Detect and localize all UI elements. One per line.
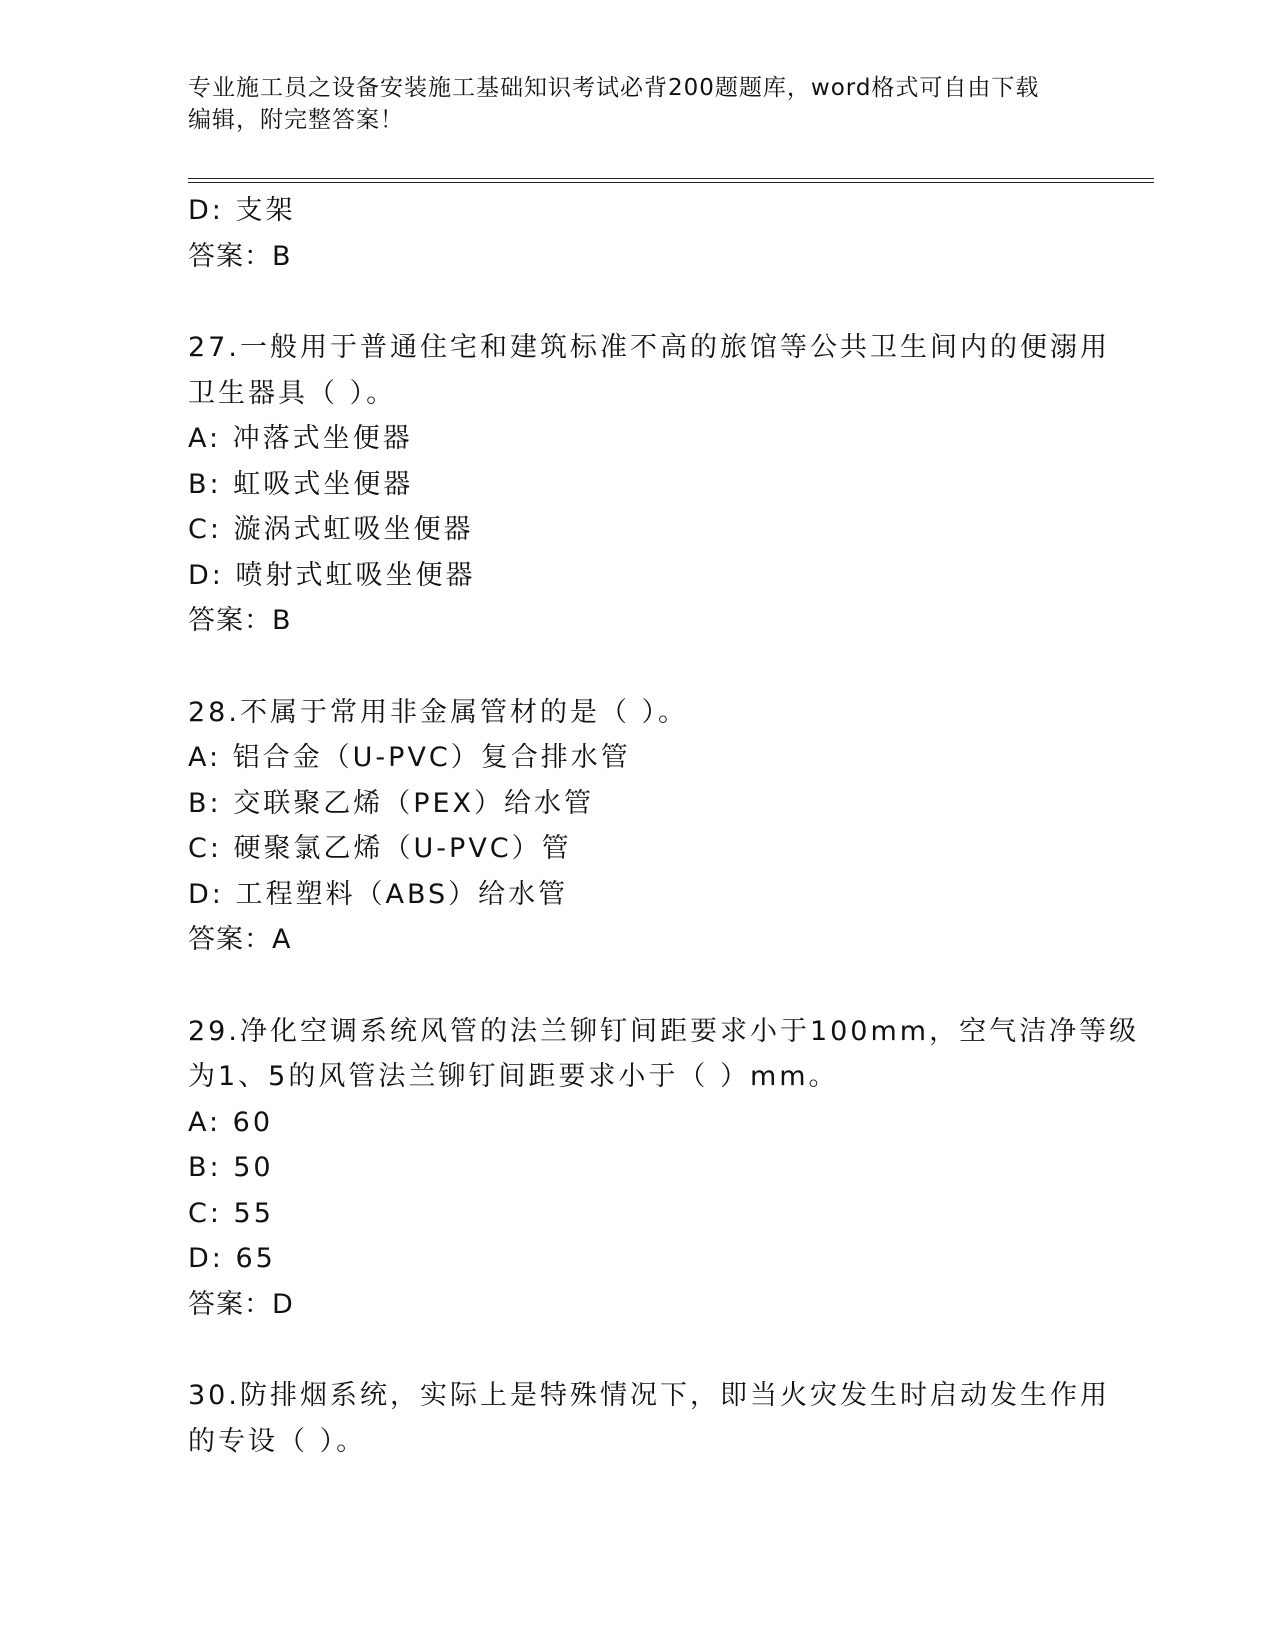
answer-line: 答案：D (188, 1288, 294, 1320)
answer-line: 答案：A (188, 924, 292, 955)
question-stem-line: 30.防排烟系统，实际上是特殊情况下，即当火灾发生时启动发生作用 (188, 1380, 1110, 1411)
document-header (188, 72, 1088, 136)
option-b: B: 交联聚乙烯（PEX）给水管 (188, 787, 595, 819)
previous-question-tail (188, 188, 1088, 279)
header-rule-top (188, 178, 1154, 179)
question-content (188, 188, 1140, 1464)
question-stem-line: 27.一般用于普通住宅和建筑标准不高的旅馆等公共卫生间内的便溺用 (188, 332, 1110, 363)
header-rule-bottom (188, 182, 1154, 183)
header-title-line-2: 编辑，附完整答案！ (188, 107, 404, 133)
option-d: D: 喷射式虹吸坐便器 (188, 559, 476, 591)
spacer (188, 963, 1088, 1009)
option-c: C: 硬聚氯乙烯（U-PVC）管 (188, 833, 572, 864)
question-stem-line: 28.不属于常用非金属管材的是（ ）。 (188, 696, 689, 728)
option-c: C: 55 (188, 1197, 274, 1229)
question-29 (188, 1009, 1140, 1328)
option-b: B: 虹吸式坐便器 (188, 468, 414, 500)
question-stem-line: 的专设（ ）。 (188, 1425, 367, 1457)
question-stem-line: 为1、5的风管法兰铆钉间距要求小于（ ）mm。 (188, 1061, 839, 1092)
spacer (188, 644, 1088, 690)
option-d: D: 工程塑料（ABS）给水管 (188, 878, 569, 910)
option-d: D: 65 (188, 1243, 276, 1274)
question-28 (188, 690, 1088, 963)
option-d: D: 支架 (188, 195, 296, 226)
option-c: C: 漩涡式虹吸坐便器 (188, 514, 474, 545)
spacer (188, 1327, 1088, 1373)
spacer (188, 279, 1088, 325)
answer-line: 答案：B (188, 240, 292, 272)
option-a: A: 冲落式坐便器 (188, 423, 413, 454)
option-a: A: 铝合金（U-PVC）复合排水管 (188, 742, 631, 773)
question-30 (188, 1373, 1110, 1464)
question-27 (188, 325, 1110, 644)
option-b: B: 50 (188, 1152, 274, 1183)
header-title-line-1: 专业施工员之设备安装施工基础知识考试必背200题题库，word格式可自由下载 (188, 75, 1040, 101)
answer-line: 答案：B (188, 605, 292, 636)
question-stem-line: 卫生器具（ ）。 (188, 377, 397, 409)
option-a: A: 60 (188, 1106, 274, 1138)
question-stem-line: 29.净化空调系统风管的法兰铆钉间距要求小于100mm，空气洁净等级 (188, 1015, 1140, 1047)
